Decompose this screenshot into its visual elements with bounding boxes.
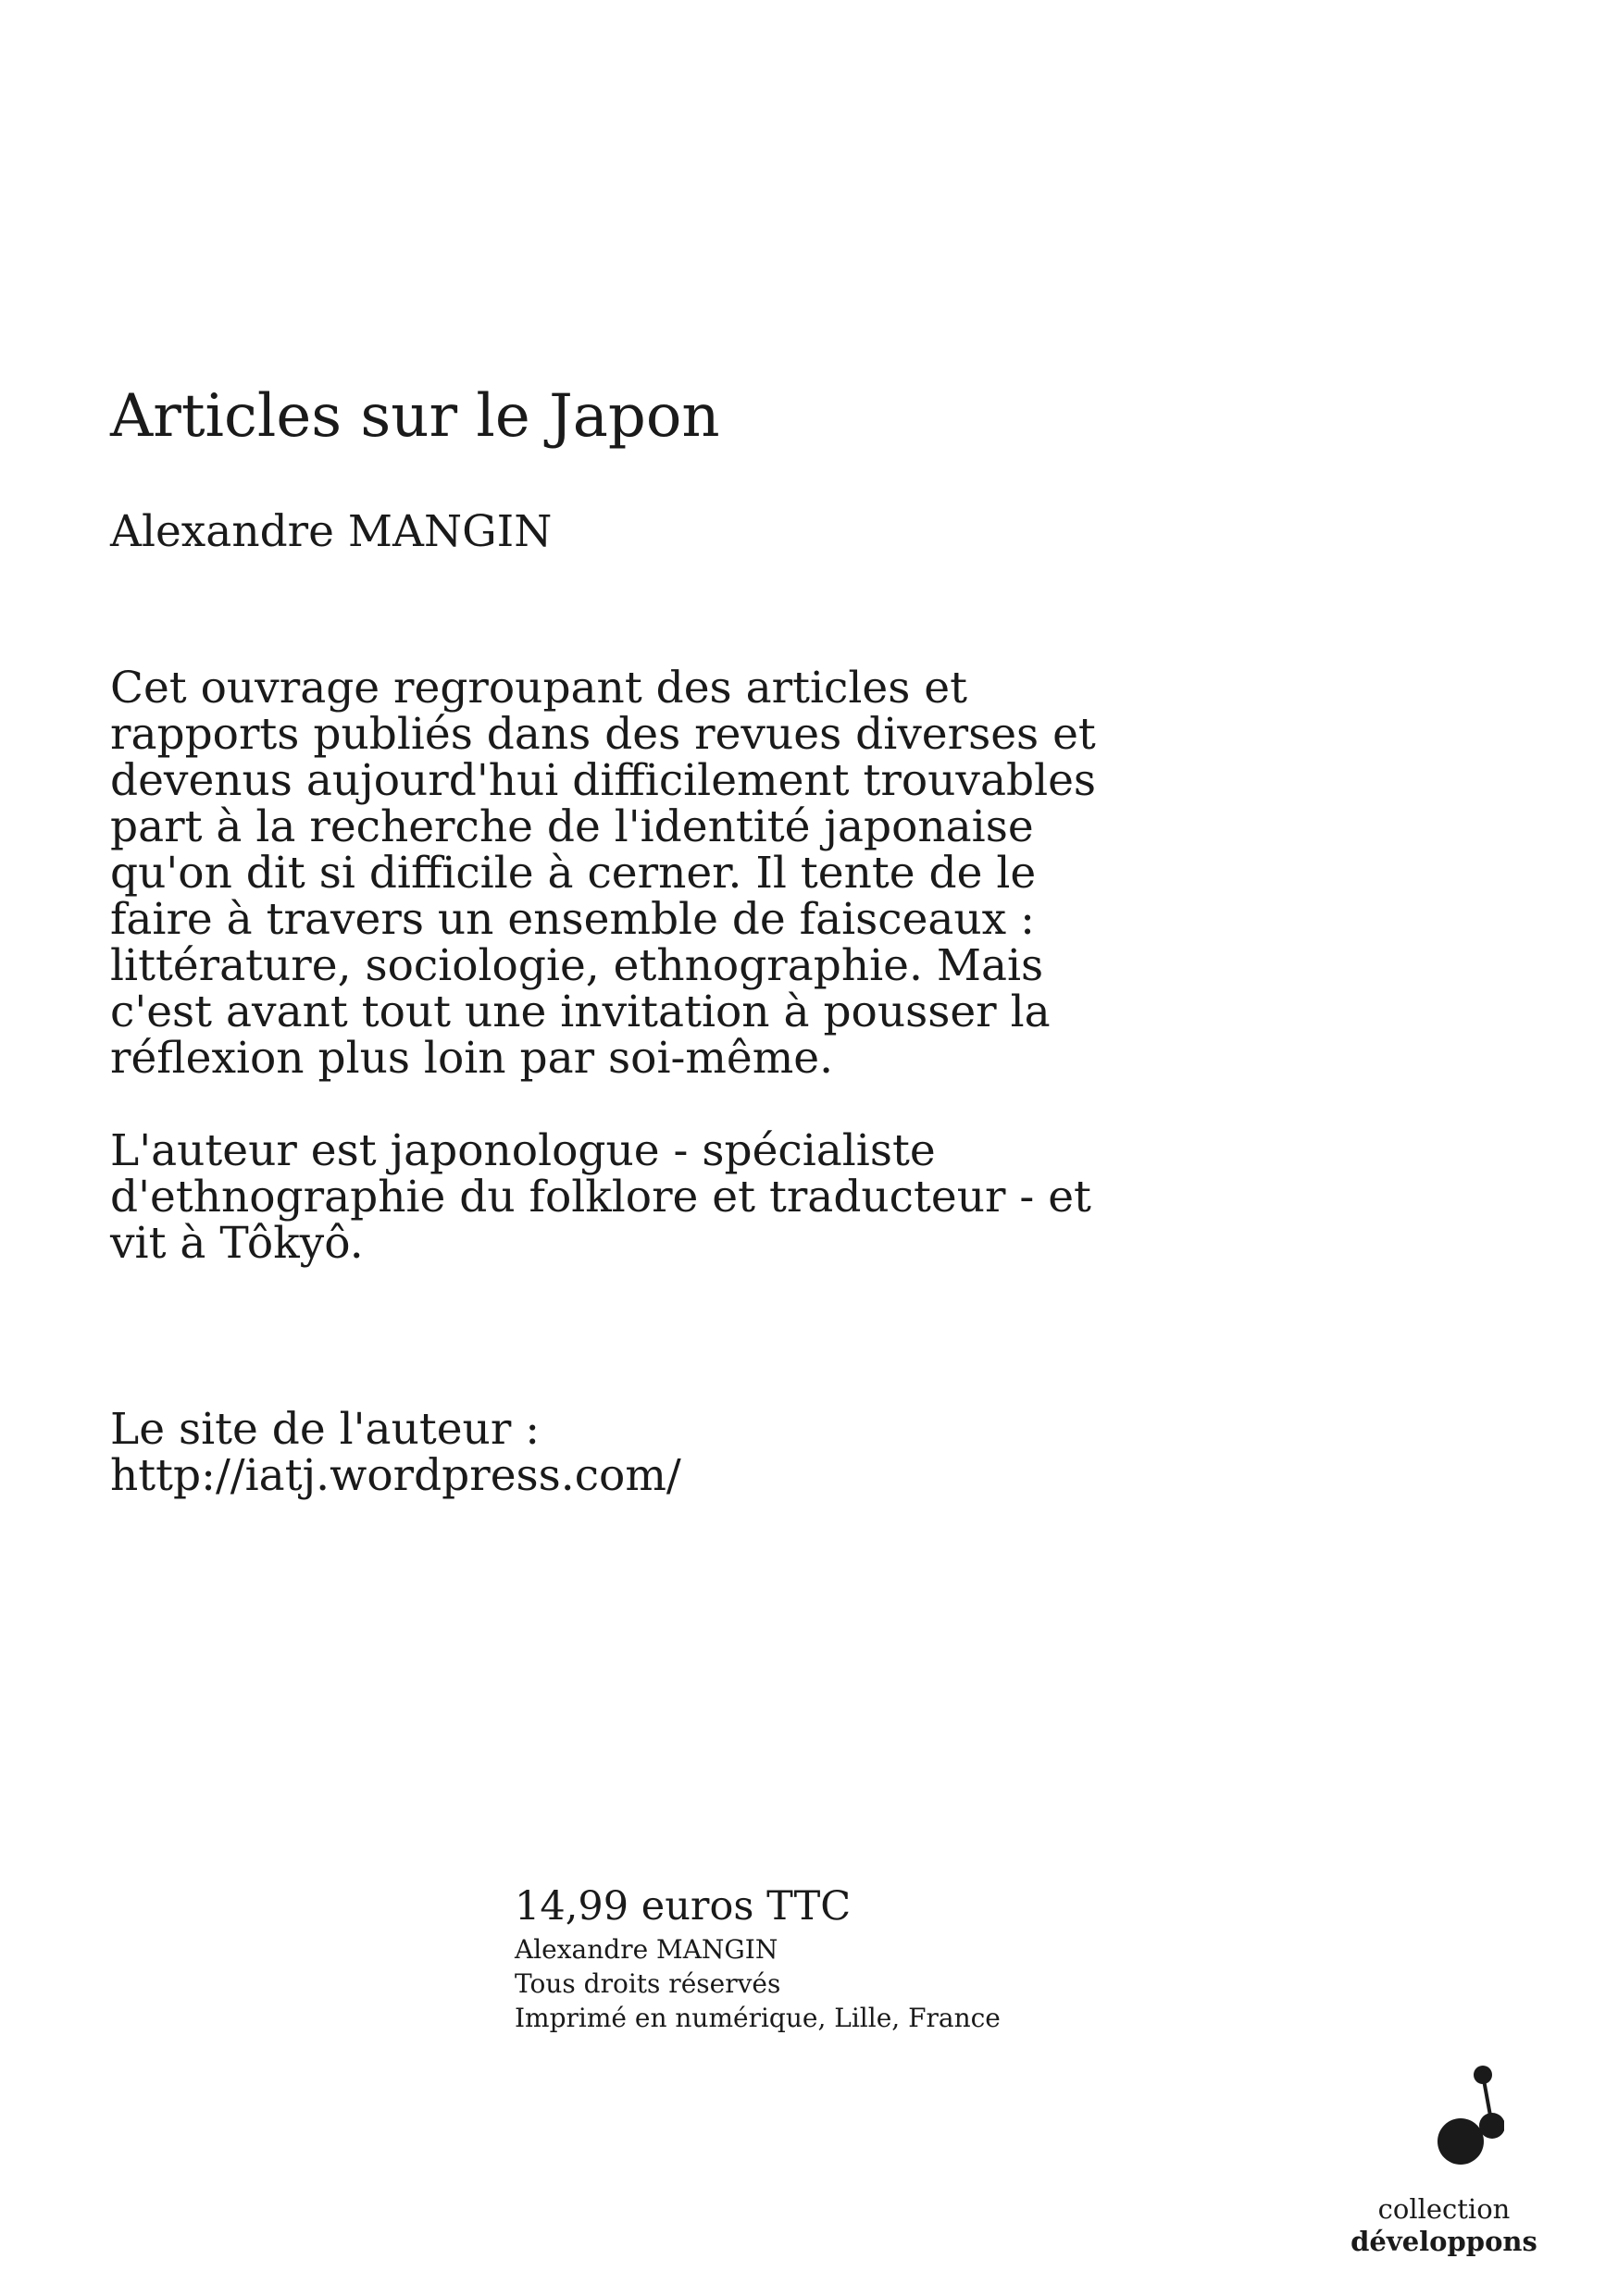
collection-label: collection [1377,2193,1511,2225]
description-line: qu'on dit si difficile à cerner. Il tente de le [110,848,1037,899]
collection-name: développons [1350,2226,1537,2257]
rights-notice: Tous droits réservés [515,1968,781,1999]
rights-holder: Alexandre MANGIN [515,1934,778,1965]
printing-info: Imprimé en numérique, Lille, France [515,2003,1001,2033]
website-url: http://iatj.wordpress.com/ [110,1450,681,1501]
description-line: c'est avant tout une invitation à pousser la [110,987,1051,1037]
book-title: Articles sur le Japon [110,382,720,451]
description-line: part à la recherche de l'identité japonaise [110,801,1034,852]
description-line: Cet ouvrage regroupant des articles et [110,663,967,714]
description-line: rapports publiés dans des revues diverses et [110,709,1096,760]
description-line: devenus aujourd'hui difficilement trouvables [110,755,1097,806]
description-line: littérature, sociologie, ethnographie. Mais [110,940,1044,991]
collection-logo [1333,2059,1555,2263]
author-bio [110,1125,1295,1269]
author-website [110,1404,1295,1501]
description-line: faire à travers un ensemble de faisceaux : [110,894,1035,945]
molecule-icon [1384,2059,1504,2179]
book-author: Alexandre MANGIN [110,506,553,557]
bio-line: L'auteur est japonologue - spécialiste [110,1125,936,1176]
bio-line: vit à Tôkyô. [110,1218,364,1269]
colophon [515,1880,1001,2035]
bio-line: d'ethnographie du folklore et traducteur - et [110,1172,1091,1222]
price: 14,99 euros TTC [515,1883,852,1930]
description-line: réflexion plus loin par soi-même. [110,1033,834,1084]
website-label: Le site de l'auteur : [110,1404,541,1455]
book-description [110,665,1295,1082]
